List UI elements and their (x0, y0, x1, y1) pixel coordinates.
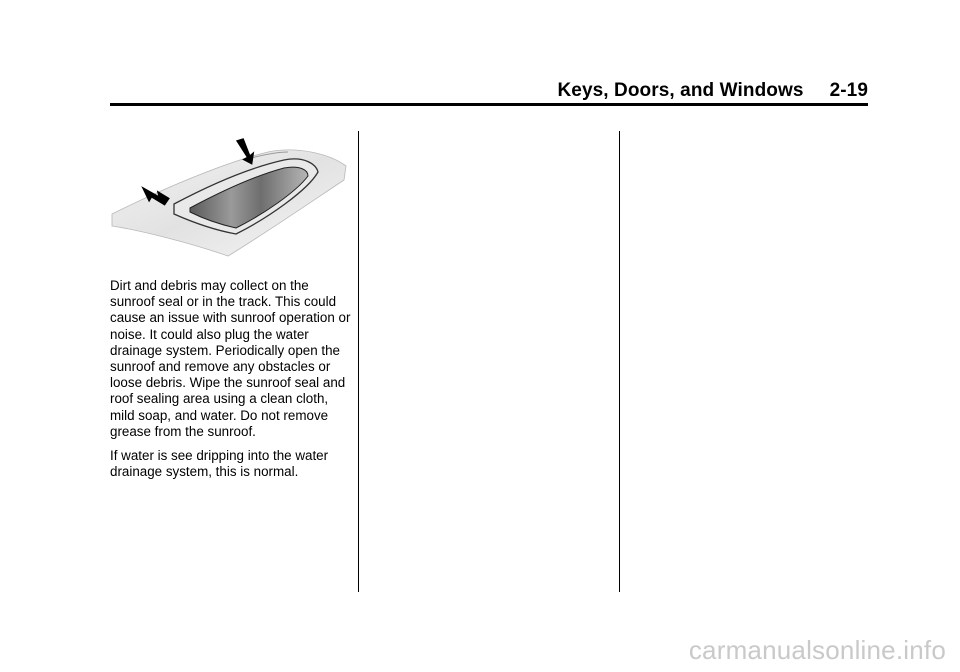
body-text (110, 278, 356, 488)
page-number: 2-19 (829, 80, 868, 101)
section-title: Keys, Doors, and Windows (557, 80, 804, 101)
header-rule (110, 103, 868, 106)
page-title (557, 80, 868, 102)
column-divider (358, 131, 359, 592)
sunroof-track-illustration (108, 134, 350, 262)
column-divider (619, 131, 620, 592)
sunroof-illustration (108, 134, 350, 262)
paragraph: If water is see dripping into the water drainage system, this is normal. (110, 448, 329, 480)
paragraph: Dirt and debris may collect on the sunroof seal or in the track. This could cause an issue with sunroof operation or noise. It could also plug the water drainage system. Periodically open the sunroof and remove any obstacles or loose debris. Wipe the sunroof seal and roof sealing area using a clean cloth, mild soap, and water. Do not remove grease from the sunroof. (110, 278, 351, 439)
watermark: carmanualsonline.info (688, 635, 946, 665)
